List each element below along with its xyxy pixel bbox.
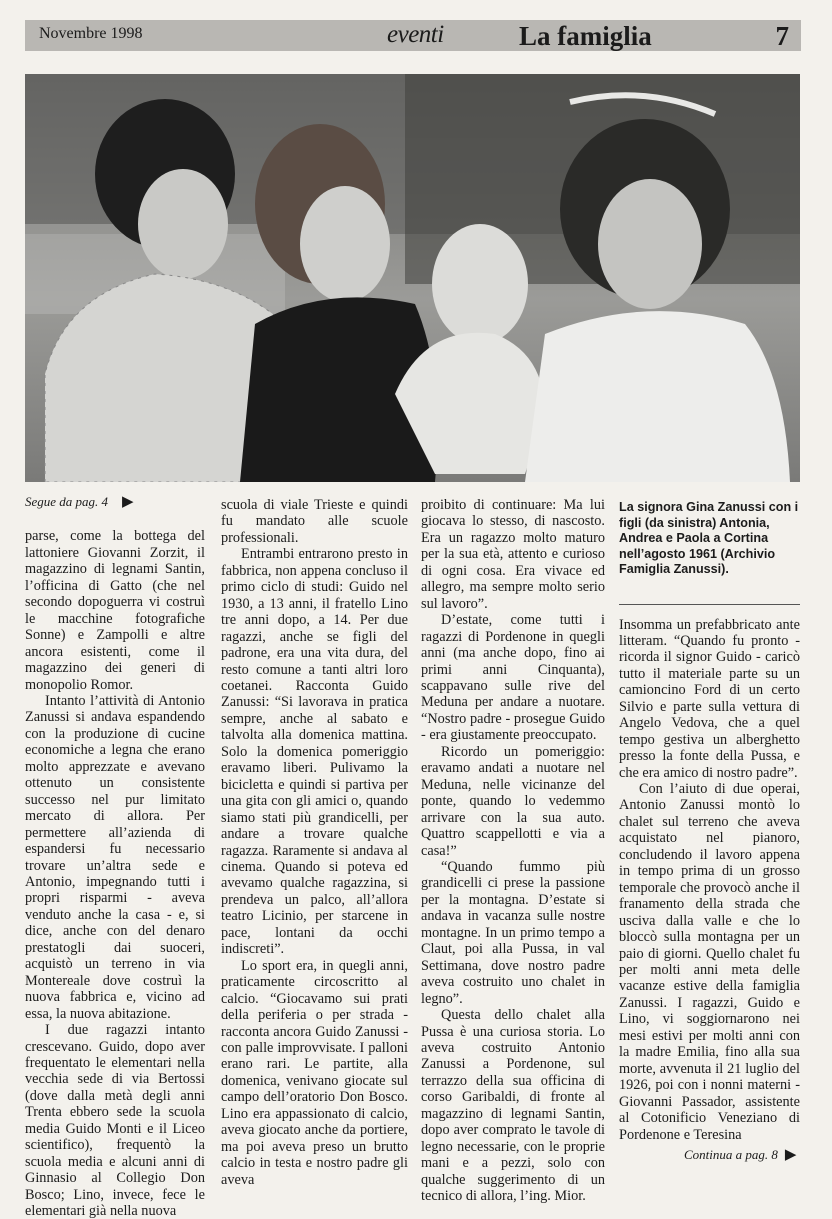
paragraph: Con l’aiuto di due operai, Antonio Zanussi montò lo chalet sul terreno che aveva acquistato nel pianoro, concludendo il lavoro appena in tempo prima di un grosso temporale che provocò anche il franamento della strada che usciva dalla valle e che lo bloccò sulla montagna per un paio di giorni. Quello chalet fu per molti anni meta delle vacanze estive della famiglia Zanussi. I ragazzi, Guido e Lino, vi soggiornarono nei mesi estivi per molti anni con la madre Emilia, fino alla sua morte, avvenuta il 21 luglio del 1926, poi con i nonni materni - Giovanni Passador, assistente al Cotonificio Veneziano di Pordenone e Teresina <box>619 781 800 1143</box>
caption-divider <box>619 604 800 605</box>
paragraph: Insomma un prefabbricato ante litteram. “Quando fu pronto - ricorda il signor Guido - caricò tutto il materiale parte su un camioncino Ford di un certo Silvio e parte sulla vettura di Angelo Vedova, che a quel tempo gestiva un alberghetto presso la fonte della Pussa, e che era amico di nostro padre”. <box>619 616 800 781</box>
paragraph: “Quando fummo più grandicelli ci prese la passione per la montagna. D’estate si andava in vacanza sulle nostre montagne. In un primo tempo a Claut, poi alla Pussa, in val Settimana, dove nostro padre aveva costruito uno chalet in legno”. <box>421 858 605 1007</box>
article-column-2 <box>221 497 408 1188</box>
jump-from-text: Segue da pag. 4 <box>25 494 109 509</box>
photo-caption: La signora Gina Zanussi con i figli (da sinistra) Antonia, Andrea e Paola a Cortina nell’agosto 1961 (Archivio Famiglia Zanussi). <box>619 500 799 576</box>
family-photo <box>25 74 800 482</box>
article-column-3 <box>421 497 605 1204</box>
jump-to-text: Continua a pag. 8 <box>684 1146 778 1162</box>
paragraph: Entrambi entrarono presto in fabbrica, non appena concluso il primo ciclo di studi: Guido nel 1930, a 13 anni, il fratello Lino tre anni dopo, a 14. Per due ragazzi, anche se figli del padrone, era una vita dura, del resto comune a tanti altri loro coetanei. Racconta Guido Zanussi: “Si lavorava in pratica sempre, anche al sabato e talvolta alla domenica mattina. Solo la domenica pomeriggio eravamo liberi. Pulivamo la bicicletta e quindi si partiva per una gita con gli amici o, quando siamo stati più grandicelli, per andare a trovare qualche ragazza. Raramente si andava al cinema. Quando si poteva ed avevamo qualche ragazzina, si prendeva un palco, all’allora teatro Licinio, per starcene in pace, lontani da occhi indiscreti”. <box>221 546 408 958</box>
article-column-4 <box>619 494 800 1143</box>
article-column-1 <box>25 494 205 1219</box>
page-number: 7 <box>775 21 789 51</box>
jump-to-label <box>684 1145 796 1164</box>
family-photo-icon <box>25 74 800 482</box>
paragraph: parse, come la bottega del lattoniere Giovanni Zorzit, il magazzino di legnami Santin, l’officina di Gatto (che nel secondo dopoguerra vi costruì le macchine fotografiche Sonne) e Zampolli e altre ancora esistenti, come il magazzino dei generi di monopolio Romor. <box>25 528 205 693</box>
paragraph: Intanto l’attività di Antonio Zanussi si andava espandendo con la produzione di cucine economiche a legna che erano molto apprezzate e avevano ottenuto un consistente successo nel pur limitato mercato di allora. Per permettere all’azienda di espandersi fu necessario trovare un’altra sede e Antonio, impegnando tutti i propri risparmi - aveva venduto anche la casa - e, si dice, anche con del denaro prestatogli dai suoceri, acquistò un terreno in via Montereale dove costruì la nuova fabbrica e, vicino ad essa, la nuova abitazione. <box>25 692 205 1022</box>
arrow-right-icon: ▶ <box>122 494 134 510</box>
paragraph: Ricordo un pomeriggio: eravamo andati a nuotare nel Meduna, nelle vicinanze del ponte, quando lo vedemmo arrivare con la sua auto. Quattro scappellotti e via a casa!” <box>421 743 605 859</box>
issue-date: Novembre 1998 <box>39 25 143 42</box>
paragraph: Questa dello chalet alla Pussa è una curiosa storia. Lo aveva costruito Antonio Zanussi a Pordenone, sul terrazzo della sua officina di corso Garibaldi, di fronte al magazzino di legnami Santin, dopo aver comprato le tavole di legno necessarie, con le proprie mani e a pezzi, solo con qualche suggerimento di un tecnico di allora, l’ing. Mior. <box>421 1007 605 1205</box>
paragraph: I due ragazzi intanto crescevano. Guido, dopo aver frequentato le elementari nella vecchia sede di via Bertossi (dove dalla metà degli anni Trenta ebbero sede la scuola media Guido Monti e il Liceo scientifico), frequentò la scuola media e alcuni anni di Ginnasio al Collegio Don Bosco; Lino, invece, fece le elementari già nella nuova <box>25 1022 205 1219</box>
paragraph: proibito di continuare: Ma lui giocava lo stesso, di nascosto. Era un ragazzo molto maturo per la sua età, attento e curioso di ogni cosa. Era vivace ed allegro, ma sempre molto serio sul lavoro”. <box>421 497 605 612</box>
paragraph: D’estate, come tutti i ragazzi di Pordenone in quegli anni (ma anche dopo, fino ai primi anni Cinquanta), scappavano sulle rive del Meduna per andare a nuotare. “Nostro padre - prosegue Guido - era giustamente preoccupato. <box>421 612 605 744</box>
paragraph: scuola di viale Trieste e quindi fu mandato alle scuole professionali. <box>221 497 408 546</box>
paragraph: Lo sport era, in quegli anni, praticamente circoscritto al calcio. “Giocavamo sui prati della periferia o per strada - racconta ancora Guido Zanussi - con palle improvvisate. I palloni erano rari. Le partite, alla domenica, venivano giocate sul campo dell’oratorio Don Bosco. Lino era appassionato di calcio, aveva giocato anche da portiere, ma poi aveva preso un brutto calcio in testa e nostro padre gli aveva <box>221 957 408 1188</box>
brand-logo: eventi <box>387 21 444 48</box>
jump-from-label <box>25 494 205 510</box>
arrow-right-icon: ▶ <box>784 1147 797 1163</box>
page-header <box>25 20 801 51</box>
section-title: La famiglia <box>519 21 652 51</box>
